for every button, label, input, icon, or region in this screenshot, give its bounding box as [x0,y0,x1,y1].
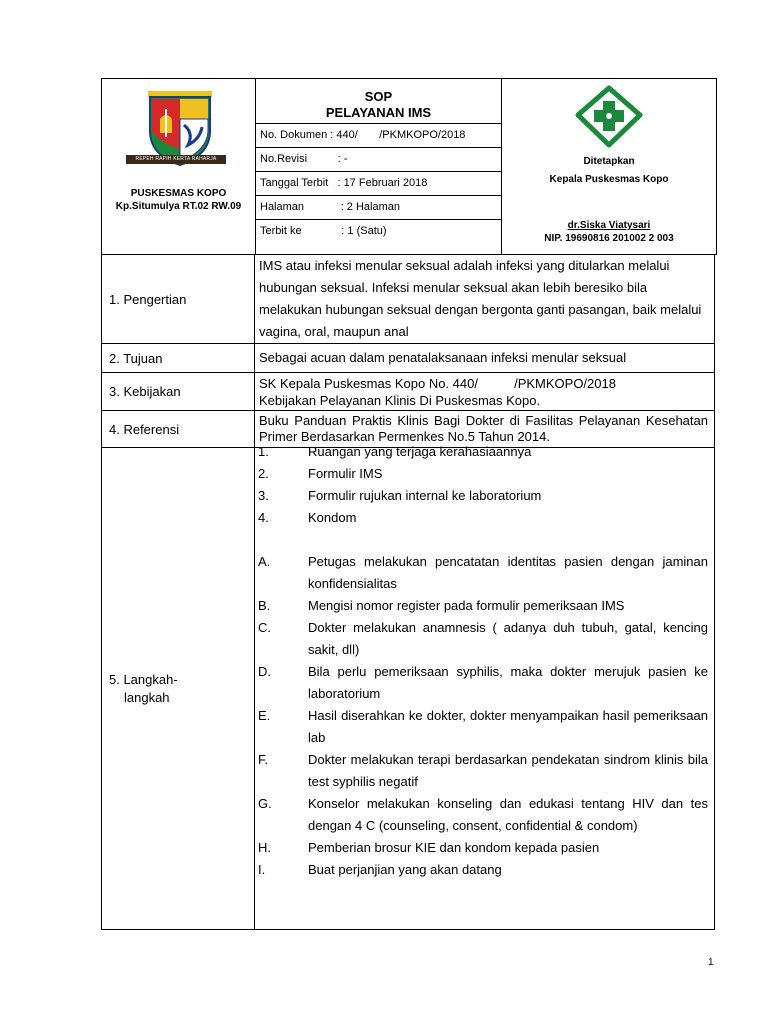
step-item [255,793,714,837]
sop-content-table [101,254,715,930]
step-marker: G. [258,796,272,811]
puskesmas-name: PUSKESMAS KOPO [130,188,227,199]
row-pengertian [102,255,715,344]
label-kebijakan: 3. Kebijakan [102,373,255,411]
step-text: Konselor melakukan konseling dan edukasi tentang HIV dan tes dengan 4 C (counseling, consent, confidential & condom) [308,796,708,833]
approval-text [502,153,716,189]
approval-cell [502,79,717,255]
step-item [255,749,714,793]
tool-item [255,463,714,485]
tool-marker: 1. [258,444,269,459]
meta-tanggal-terbit: Tanggal Terbit : 17 Februari 2018 [256,171,501,195]
puskesmas-address: Kp.Situmulya RT.02 RW.09 [115,201,242,212]
tool-item [255,441,714,463]
steps-list [255,551,714,881]
step-marker: D. [258,664,271,679]
kebijakan-line-1: SK Kepala Puskesmas Kopo No. 440/ /PKMKOPO/2018 [259,375,616,391]
signature-block [502,219,716,245]
step-item [255,617,714,661]
label-langkah-2: langkah [124,689,170,705]
step-marker: I. [258,862,266,877]
row-kebijakan [102,373,715,411]
text-tujuan: Sebagai acuan dalam penatalaksanaan infeksi menular seksual [255,344,715,373]
step-text: Buat perjanjian yang akan datang [308,862,502,877]
step-item [255,705,714,749]
step-marker: C. [258,620,271,635]
text-kebijakan [255,373,715,411]
meta-terbit-ke: Terbit ke : 1 (Satu) [256,219,501,243]
label-tujuan: 2. Tujuan [102,344,255,373]
step-marker: A. [258,554,271,569]
tool-text: Formulir rujukan internal ke laboratorium [308,488,542,503]
step-text: Mengisi nomor register pada formulir pemeriksaan IMS [308,598,625,613]
signer-nip: NIP. 19690816 201002 2 003 [544,233,674,244]
step-text: Bila perlu pemeriksaan syphilis, maka dokter merujuk pasien ke laboratorium [308,664,708,701]
row-tujuan [102,344,715,373]
row-langkah [102,448,715,930]
step-text: Pemberian brosur KIE dan kondom kepada pasien [308,840,600,855]
label-pengertian: 1. Pengertian [102,255,255,344]
text-referensi: Buku Panduan Praktis Klinis Bagi Dokter di Fasilitas Pelayanan Kesehatan Primer Berdasarkan Permenkes No.5 Tahun 2014. [255,411,715,448]
step-text: Dokter melakukan terapi berdasarkan pendekatan sindrom klinis bila test syphilis negatif [308,752,708,789]
sop-subtitle: PELAYANAN IMS [325,105,432,120]
step-text: Hasil diserahkan ke dokter, dokter menyampaikan hasil pemeriksaan lab [308,708,708,745]
meta-no-revisi: No.Revisi : - [256,147,501,171]
step-marker: E. [258,708,271,723]
page-number: 1 [708,957,714,968]
kebijakan-line-2: Kebijakan Pelayanan Klinis Di Puskesmas Kopo. [259,392,541,408]
step-marker: F. [258,752,269,767]
step-item [255,551,714,595]
logo-banner: REPEH RAPIH KERTA RAHARJA [126,155,226,164]
puskesmas-cross-icon [574,85,644,149]
meta-no-dokumen: No. Dokumen : 440/ /PKMKOPO/2018 [256,123,501,147]
label-referensi: 4. Referensi [102,411,255,448]
meta-halaman: Halaman : 2 Halaman [256,195,501,219]
tool-item [255,485,714,507]
tool-item [255,507,714,529]
signer-name: dr.Siska Viatysari [567,220,651,231]
tools-list [255,441,714,529]
sop-title-block [256,79,501,123]
logo-cell [102,79,256,255]
step-marker: B. [258,598,271,613]
step-item [255,661,714,705]
tool-text: Ruangan yang terjaga kerahasiaannya [308,444,532,459]
kepala-label: Kepala Puskesmas Kopo [549,174,669,185]
header-table [101,78,717,255]
sop-document [101,78,715,930]
step-item [255,595,714,617]
tool-text: Formulir IMS [308,466,383,481]
label-langkah-1: 5. Langkah- [109,671,178,687]
sop-title: SOP [364,89,393,104]
step-item [255,859,714,881]
step-marker: H. [258,840,271,855]
puskesmas-identity [102,187,255,213]
tool-text: Kondom [308,510,357,525]
step-item [255,837,714,859]
tool-marker: 4. [258,510,269,525]
text-pengertian: IMS atau infeksi menular seksual adalah infeksi yang ditularkan melalui hubungan seksual. Infeksi menular seksual akan lebih beresiko bila melakukan hubungan seksual dengan bergonta ganti pasangan, baik melalui vagina, oral, maupun anal [255,255,715,344]
step-text: Dokter melakukan anamnesis ( adanya duh tubuh, gatal, kencing sakit, dll) [308,620,708,657]
sop-info-cell [256,79,502,255]
label-langkah [102,448,255,930]
tool-marker: 3. [258,488,269,503]
step-text: Petugas melakukan pencatatan identitas pasien dengan jaminan konfidensialitas [308,554,708,591]
langkah-content [255,444,715,930]
tool-marker: 2. [258,466,269,481]
ditetapkan-label: Ditetapkan [583,156,635,167]
